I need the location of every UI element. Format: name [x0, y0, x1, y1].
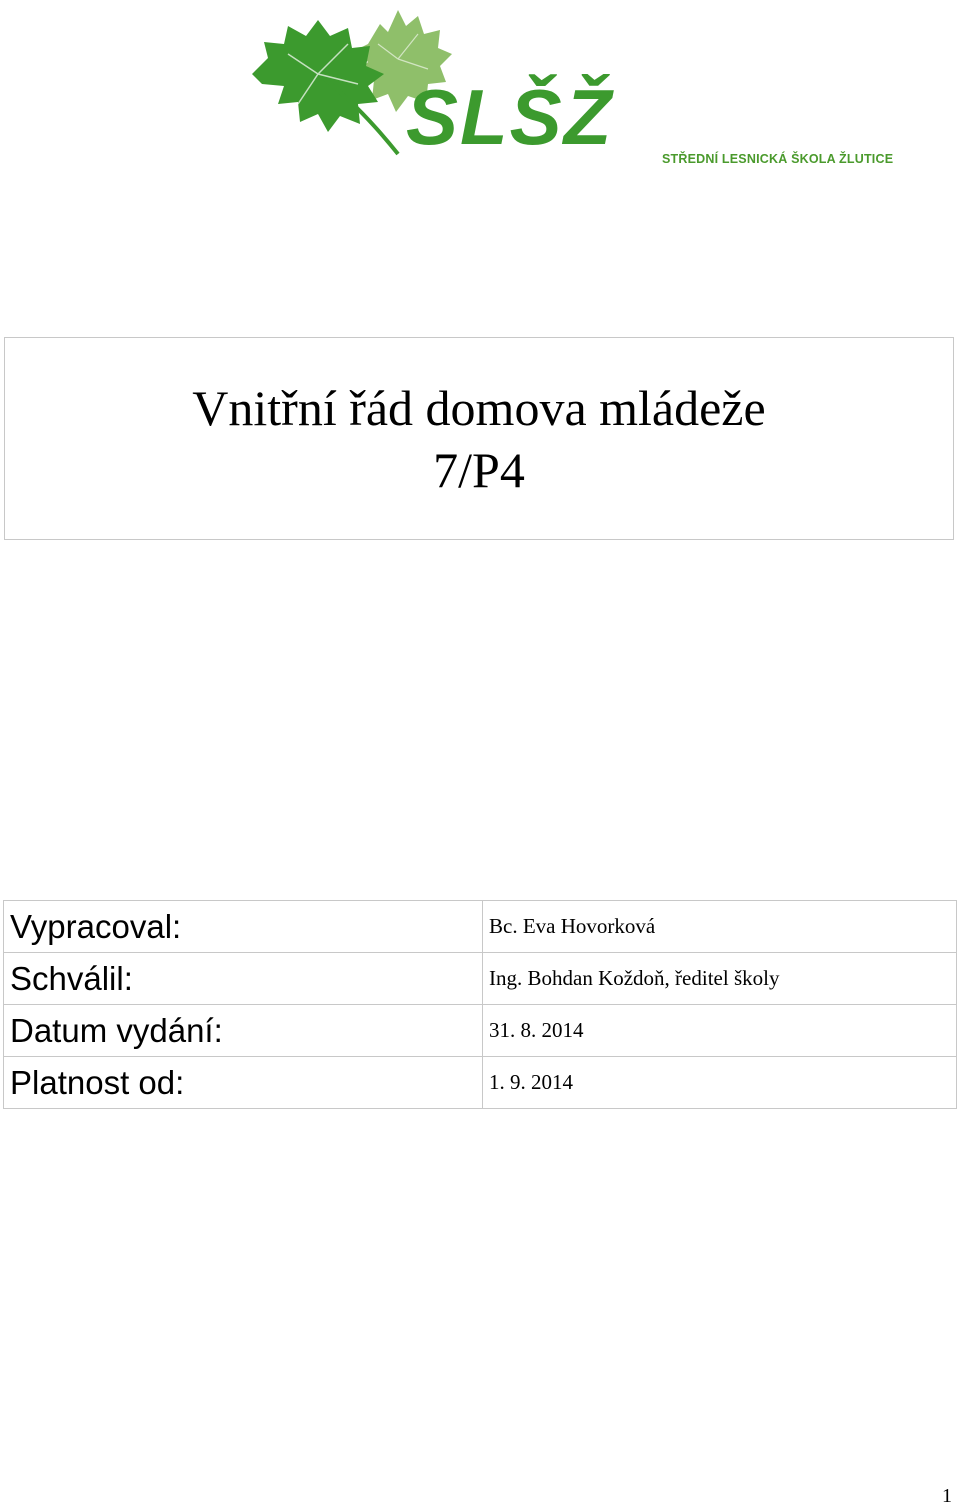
issue-date-value: 31. 8. 2014	[483, 1005, 957, 1057]
valid-from-label: Platnost od:	[4, 1057, 483, 1109]
school-logo	[248, 4, 894, 166]
issue-date-label: Datum vydání:	[4, 1005, 483, 1057]
document-title: Vnitřní řád domova mládeže	[192, 379, 766, 436]
document-info-table	[3, 900, 957, 1109]
approved-value: Ing. Bohdan Koždoň, ředitel školy	[483, 953, 957, 1005]
info-row-issue-date	[4, 1005, 957, 1057]
document-code: 7/P4	[433, 441, 525, 498]
author-value: Bc. Eva Hovorková	[483, 901, 957, 953]
info-row-approved	[4, 953, 957, 1005]
valid-from-value: 1. 9. 2014	[483, 1057, 957, 1109]
author-label: Vypracoval:	[4, 901, 483, 953]
document-title-box	[4, 337, 954, 540]
approved-label: Schválil:	[4, 953, 483, 1005]
leaf-logo-icon	[248, 4, 712, 164]
svg-text:SLŠŽ: SLŠŽ	[406, 73, 614, 161]
info-row-valid-from	[4, 1057, 957, 1109]
info-row-author	[4, 901, 957, 953]
page-number: 1	[942, 1485, 952, 1507]
logo-subtitle: STŘEDNÍ LESNICKÁ ŠKOLA ŽLUTICE	[662, 152, 894, 166]
